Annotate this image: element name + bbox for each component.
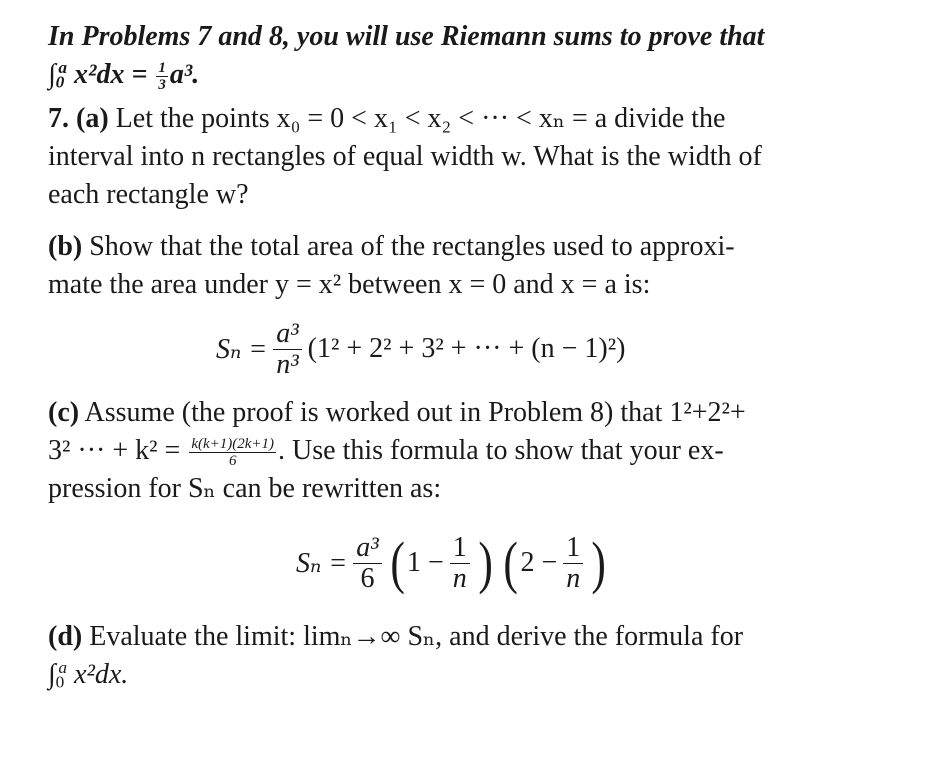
heading-line-2: $\int_0^a$ x²dx = $\frac{1}{3}$ a³. <box>48 58 200 94</box>
part-c-line-1: (c) Assume (the proof is worked out in Problem 8) that 1²+2²+ <box>48 397 746 428</box>
heading-line-1: In Problems 7 and 8, you will use Riemann sums to prove that <box>48 21 765 52</box>
part-c-line-2: 3² ··· + k² = $\frac{k(k+1)(2k+1)}{6}$ . Use this formula to show that your ex- <box>48 435 724 470</box>
part-a-line-2: interval into n rectangles of equal width w. What is the width of <box>48 141 762 172</box>
part-a-label: 7. (a) <box>48 103 109 134</box>
part-b-formula: Sₙ = $\frac{\text{a³}}{\text{n³}}$ (1² + 2² + 3² + ··· + (n − 1)²) <box>216 317 626 380</box>
problem-page <box>48 18 910 694</box>
part-d-line-2: $\int_0^a$ x²dx. <box>48 658 129 692</box>
one-over-n-1: $\frac{1}{n}$ <box>450 533 470 594</box>
part-b-line-2: mate the area under y = x² between x = 0 and x = a is: <box>48 269 651 300</box>
a-cubed-over-six: $\frac{\text{a³}}{6}$ <box>353 533 381 594</box>
left-paren-1: ( <box>390 530 405 595</box>
part-d-line-1: (d) Evaluate the limit: limₙ→∞ Sₙ, and derive the formula for <box>48 621 744 652</box>
left-paren-2: ( <box>503 530 519 595</box>
right-paren-2: ) <box>591 530 607 595</box>
part-d-label: (d) <box>48 621 83 652</box>
part-c-line-3: pression for Sₙ can be rewritten as: <box>48 473 442 504</box>
part-c-formula: Sₙ = $\frac{\text{a³}}{6}$ ( 1 − $\frac{1}{n}$ ) ( 2 − $\frac{1}{n}$ ) <box>296 530 607 595</box>
right-paren-1: ) <box>478 530 493 595</box>
one-third-fraction: $\frac{1}{3}$ <box>158 60 166 94</box>
part-b-line-1: (b) Show that the total area of the rectangles used to approxi- <box>48 231 735 262</box>
one-over-n-2: $\frac{1}{n}$ <box>563 533 583 594</box>
integral-symbol: ∫ <box>48 659 56 690</box>
part-b-label: (b) <box>48 231 83 262</box>
part-c-label: (c) <box>48 397 80 428</box>
integral-symbol: ∫ <box>48 59 56 90</box>
sum-of-squares-fraction: $\frac{k(k+1)(2k+1)}{6}$ <box>191 436 275 470</box>
part-a-line-1: 7. (a) Let the points x₀ = 0 < x₁ < x₂ < ··· < xₙ = a divide the <box>48 103 726 134</box>
part-a-line-3: each rectangle w? <box>48 179 249 210</box>
a-cubed-over-n-cubed: $\frac{\text{a³}}{\text{n³}}$ <box>273 319 301 380</box>
